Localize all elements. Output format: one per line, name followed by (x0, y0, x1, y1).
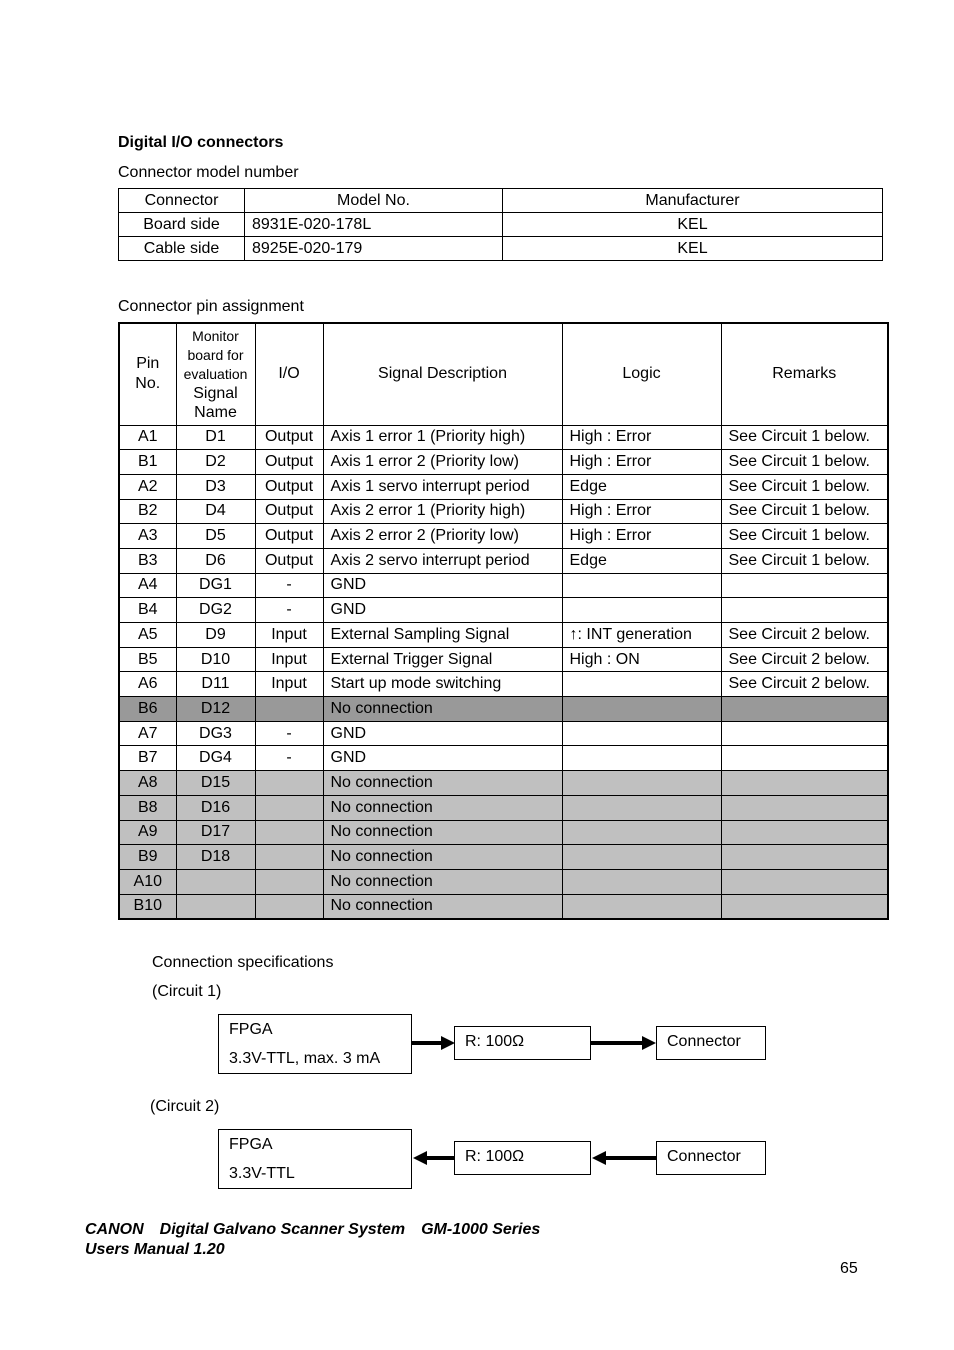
remarks-cell (721, 573, 888, 598)
io-cell: Output (255, 425, 323, 450)
signal-name-cell: D5 (176, 524, 255, 549)
signal-name-cell: D10 (176, 647, 255, 672)
logic-cell (562, 672, 721, 697)
remarks-cell (721, 795, 888, 820)
table-row (119, 213, 883, 237)
logic-cell (562, 697, 721, 722)
logic-cell (562, 869, 721, 894)
arrow-left-icon (412, 1149, 456, 1167)
desc-cell: External Trigger Signal (323, 647, 562, 672)
remarks-cell: See Circuit 1 below. (721, 548, 888, 573)
table-row (119, 573, 888, 598)
table-row (119, 425, 888, 450)
pin-cell: B5 (119, 647, 176, 672)
desc-cell: No connection (323, 771, 562, 796)
conn-spec-caption: Connection specifications (152, 954, 334, 971)
table-row (119, 672, 888, 697)
desc-cell: Axis 1 error 1 (Priority high) (323, 425, 562, 450)
signal-name-cell: D9 (176, 623, 255, 648)
table-cell: 8925E-020-179 (245, 237, 503, 261)
remarks-cell (721, 845, 888, 870)
col-header-pin: Pin No. (119, 323, 176, 425)
table-row (119, 524, 888, 549)
monitor-header-big: Signal Name (193, 384, 238, 421)
logic-cell (562, 598, 721, 623)
signal-name-cell: D12 (176, 697, 255, 722)
desc-cell: No connection (323, 697, 562, 722)
pin-cell: B6 (119, 697, 176, 722)
monitor-header-small: Monitor board for evaluation (183, 327, 248, 382)
io-cell: Input (255, 647, 323, 672)
logic-cell: Edge (562, 474, 721, 499)
logic-cell: High : ON (562, 647, 721, 672)
desc-cell: Start up mode switching (323, 672, 562, 697)
pin-cell: B2 (119, 499, 176, 524)
col-header-remarks: Remarks (721, 323, 888, 425)
table-row (119, 548, 888, 573)
io-cell: Input (255, 672, 323, 697)
pin-cell: A2 (119, 474, 176, 499)
desc-cell: No connection (323, 820, 562, 845)
circuit2-fpga-box (218, 1129, 412, 1189)
remarks-cell: See Circuit 1 below. (721, 524, 888, 549)
logic-cell: Edge (562, 548, 721, 573)
footer (85, 1220, 540, 1260)
logic-cell (562, 894, 721, 919)
table-row (119, 623, 888, 648)
logic-cell (562, 573, 721, 598)
arrow-right-icon (412, 1034, 456, 1052)
remarks-cell (721, 869, 888, 894)
table-row (119, 474, 888, 499)
remarks-cell (721, 598, 888, 623)
signal-name-cell: D11 (176, 672, 255, 697)
signal-name-cell: D4 (176, 499, 255, 524)
io-cell (255, 845, 323, 870)
io-cell (255, 894, 323, 919)
desc-cell: GND (323, 598, 562, 623)
connector-label: Connector (667, 1148, 741, 1165)
remarks-cell: See Circuit 1 below. (721, 474, 888, 499)
remarks-cell (721, 771, 888, 796)
io-cell: Output (255, 474, 323, 499)
desc-cell: Axis 1 error 2 (Priority low) (323, 450, 562, 475)
desc-cell: GND (323, 721, 562, 746)
desc-cell: No connection (323, 869, 562, 894)
desc-cell: Axis 2 servo interrupt period (323, 548, 562, 573)
remarks-cell: See Circuit 1 below. (721, 425, 888, 450)
circuit1-resistor-box (454, 1026, 591, 1060)
fpga-spec: 3.3V-TTL (229, 1165, 295, 1182)
table-row (119, 598, 888, 623)
pin-table-body (119, 425, 888, 919)
signal-name-cell (176, 869, 255, 894)
circuit2-caption: (Circuit 2) (150, 1098, 220, 1115)
desc-cell: Axis 1 servo interrupt period (323, 474, 562, 499)
table-row (119, 721, 888, 746)
desc-cell: No connection (323, 845, 562, 870)
remarks-cell (721, 820, 888, 845)
col-header-io: I/O (255, 323, 323, 425)
logic-cell (562, 820, 721, 845)
pin-cell: A10 (119, 869, 176, 894)
signal-name-cell: DG2 (176, 598, 255, 623)
logic-cell (562, 721, 721, 746)
remarks-cell: See Circuit 2 below. (721, 672, 888, 697)
signal-name-cell: DG4 (176, 746, 255, 771)
logic-cell: High : Error (562, 524, 721, 549)
pin-cell: A5 (119, 623, 176, 648)
pin-cell: A8 (119, 771, 176, 796)
col-header-monitor (176, 323, 255, 425)
table-row (119, 237, 883, 261)
remarks-cell (721, 697, 888, 722)
pin-cell: B10 (119, 894, 176, 919)
pin-cell: A1 (119, 425, 176, 450)
signal-name-cell: D17 (176, 820, 255, 845)
remarks-cell: See Circuit 2 below. (721, 623, 888, 648)
table-cell: Board side (119, 213, 245, 237)
remarks-cell (721, 746, 888, 771)
io-cell: - (255, 746, 323, 771)
remarks-cell: See Circuit 2 below. (721, 647, 888, 672)
pin-cell: A4 (119, 573, 176, 598)
footer-line1: CANON Digital Galvano Scanner System GM-1000 Series (85, 1221, 541, 1238)
footer-line2: Users Manual 1.20 (85, 1241, 225, 1258)
io-cell (255, 795, 323, 820)
col-header-desc: Signal Description (323, 323, 562, 425)
remarks-cell: See Circuit 1 below. (721, 450, 888, 475)
table-row (119, 647, 888, 672)
signal-name-cell: DG1 (176, 573, 255, 598)
circuit1-connector-box (656, 1026, 766, 1060)
io-cell (255, 697, 323, 722)
pin-assignment-table (118, 322, 889, 920)
pin-cell: B4 (119, 598, 176, 623)
io-cell (255, 771, 323, 796)
logic-cell (562, 771, 721, 796)
desc-cell: Axis 2 error 2 (Priority low) (323, 524, 562, 549)
logic-cell (562, 795, 721, 820)
fpga-spec: 3.3V-TTL, max. 3 mA (229, 1050, 381, 1067)
table-cell: KEL (503, 237, 883, 261)
table-cell: KEL (503, 213, 883, 237)
pin-cell: B8 (119, 795, 176, 820)
io-cell: Output (255, 450, 323, 475)
table-row (119, 795, 888, 820)
logic-cell: High : Error (562, 450, 721, 475)
table-row (119, 894, 888, 919)
signal-name-cell (176, 894, 255, 919)
io-cell: - (255, 598, 323, 623)
signal-name-cell: D1 (176, 425, 255, 450)
table-row (119, 746, 888, 771)
table-row (119, 450, 888, 475)
pin-cell: B3 (119, 548, 176, 573)
pin-cell: A7 (119, 721, 176, 746)
resistor-label: R: 100Ω (465, 1033, 525, 1050)
arrow-right-icon (591, 1034, 657, 1052)
desc-cell: No connection (323, 795, 562, 820)
logic-cell: ↑: INT generation (562, 623, 721, 648)
signal-name-cell: D18 (176, 845, 255, 870)
arrow-left-icon (591, 1149, 657, 1167)
pin-cell: A9 (119, 820, 176, 845)
table-row (119, 499, 888, 524)
fpga-label: FPGA (229, 1136, 273, 1153)
model-caption: Connector model number (118, 164, 299, 181)
signal-name-cell: D2 (176, 450, 255, 475)
col-header-logic: Logic (562, 323, 721, 425)
pin-cell: B7 (119, 746, 176, 771)
model-number-table (118, 188, 883, 261)
remarks-cell: See Circuit 1 below. (721, 499, 888, 524)
circuit2-resistor-box (454, 1141, 591, 1175)
table-row (119, 845, 888, 870)
table-cell: Cable side (119, 237, 245, 261)
table-row (119, 771, 888, 796)
section-title: Digital I/O connectors (118, 134, 284, 151)
pin-cell: B9 (119, 845, 176, 870)
io-cell: - (255, 573, 323, 598)
table-row (119, 820, 888, 845)
io-cell: - (255, 721, 323, 746)
io-cell: Input (255, 623, 323, 648)
io-cell: Output (255, 499, 323, 524)
logic-cell (562, 746, 721, 771)
circuit1-fpga-box (218, 1014, 412, 1074)
signal-name-cell: D15 (176, 771, 255, 796)
desc-cell: GND (323, 746, 562, 771)
signal-name-cell: DG3 (176, 721, 255, 746)
col-header: Model No. (245, 189, 503, 213)
signal-name-cell: D16 (176, 795, 255, 820)
logic-cell: High : Error (562, 499, 721, 524)
table-cell: 8931E-020-178L (245, 213, 503, 237)
pin-cell: A3 (119, 524, 176, 549)
table-row (119, 697, 888, 722)
remarks-cell (721, 894, 888, 919)
resistor-label: R: 100Ω (465, 1148, 525, 1165)
io-cell (255, 820, 323, 845)
table-row (119, 869, 888, 894)
io-cell (255, 869, 323, 894)
table-header-row (119, 189, 883, 213)
page-number: 65 (840, 1260, 858, 1277)
pin-cell: B1 (119, 450, 176, 475)
signal-name-cell: D6 (176, 548, 255, 573)
desc-cell: Axis 2 error 1 (Priority high) (323, 499, 562, 524)
col-header: Connector (119, 189, 245, 213)
table-header-row (119, 323, 888, 425)
col-header: Manufacturer (503, 189, 883, 213)
remarks-cell (721, 721, 888, 746)
desc-cell: No connection (323, 894, 562, 919)
circuit2-connector-box (656, 1141, 766, 1175)
circuit1-caption: (Circuit 1) (152, 983, 222, 1000)
signal-name-cell: D3 (176, 474, 255, 499)
logic-cell (562, 845, 721, 870)
connector-label: Connector (667, 1033, 741, 1050)
io-cell: Output (255, 548, 323, 573)
pin-cell: A6 (119, 672, 176, 697)
logic-cell: High : Error (562, 425, 721, 450)
fpga-label: FPGA (229, 1021, 273, 1038)
io-cell: Output (255, 524, 323, 549)
desc-cell: GND (323, 573, 562, 598)
desc-cell: External Sampling Signal (323, 623, 562, 648)
pin-caption: Connector pin assignment (118, 298, 304, 315)
